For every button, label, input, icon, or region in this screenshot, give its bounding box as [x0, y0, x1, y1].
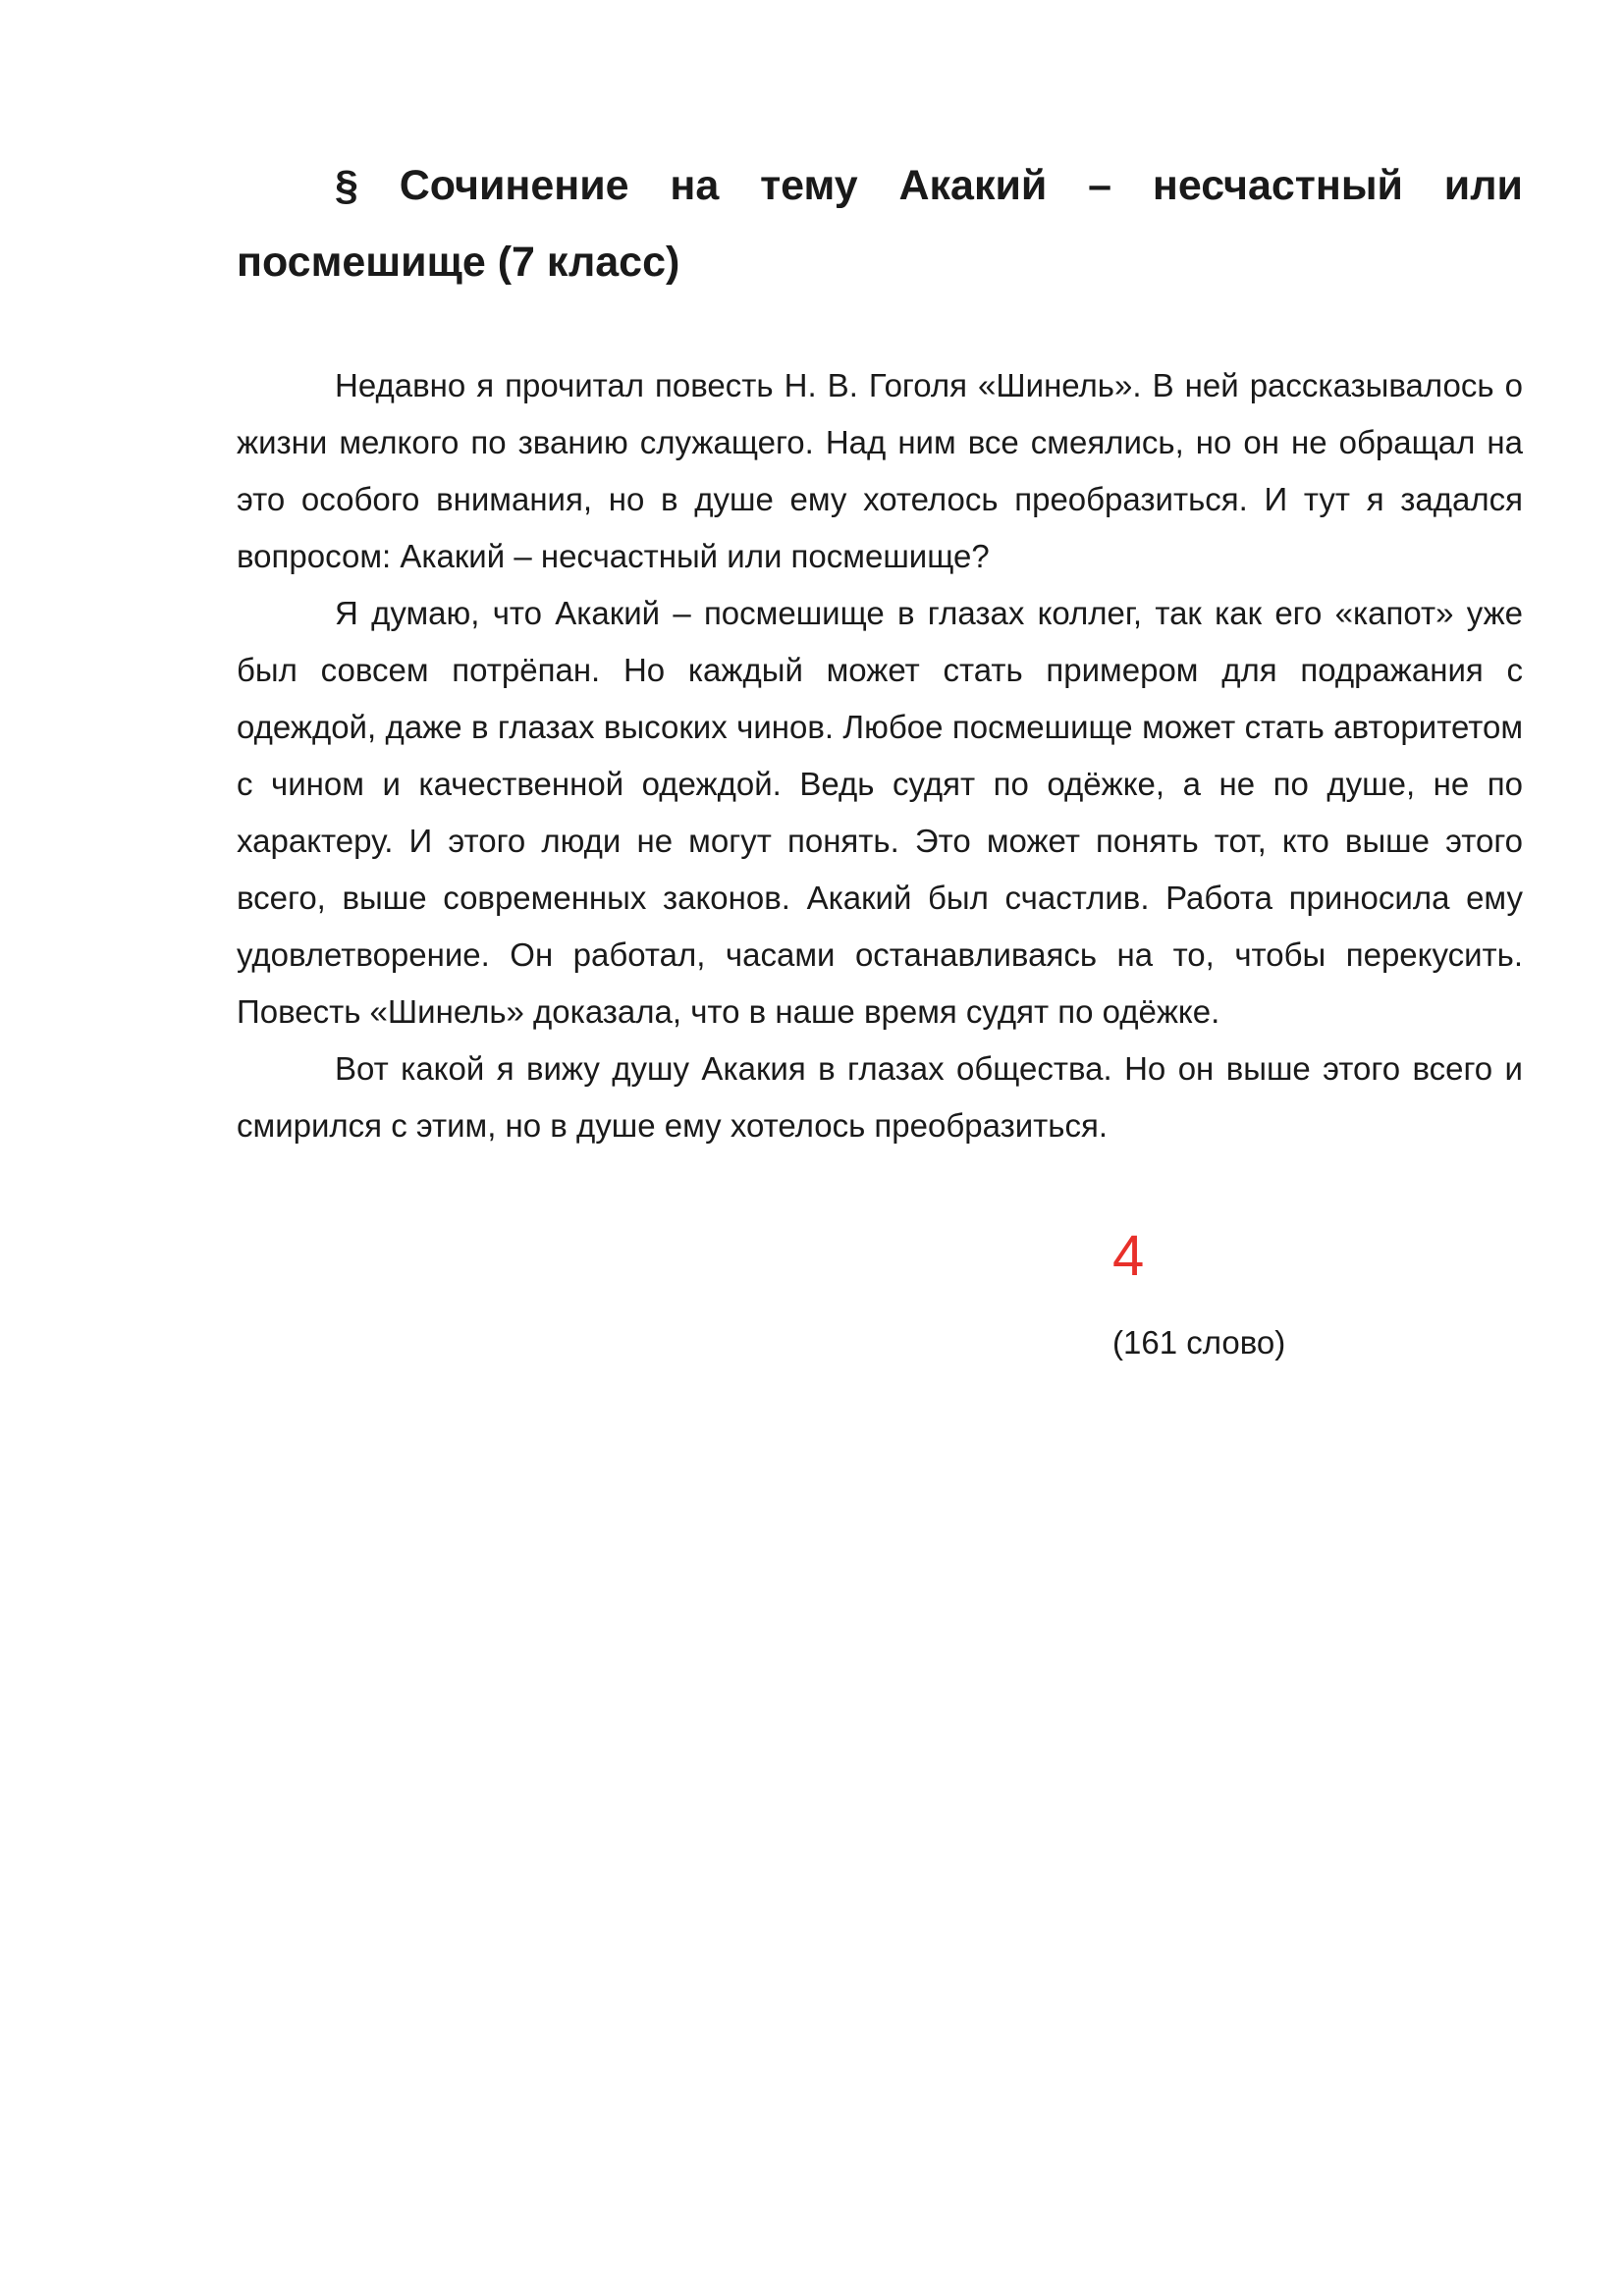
essay-body — [237, 357, 1523, 1154]
word-count: (161 слово) — [1112, 1324, 1286, 1361]
grade-mark: 4 — [1112, 1224, 1145, 1288]
essay-title: § Сочинение на тему Акакий – несчастный или посмешище (7 класс) — [237, 162, 1523, 286]
essay-paragraph-2: Я думаю, что Акакий – посмешище в глазах коллег, так как его «капот» уже был совсем потрёпан. Но каждый может стать примером для подражания с одеждой, даже в глазах высоких чинов. Любое посмешище может стать авторитетом с чином и качественной одеждой. Ведь судят по одёжке, а не по душе, не по характеру. И этого люди не могут понять. Это может понять тот, кто выше этого всего, выше современных законов. Акакий был счастлив. Работа приносила ему удовлетворение. Он работал, часами останавливаясь на то, чтобы перекусить. Повесть «Шинель» доказала, что в наше время судят по одёжке. — [237, 595, 1523, 1030]
essay-paragraph-1: Недавно я прочитал повесть Н. В. Гоголя «Шинель». В ней рассказывалось о жизни мелкого по званию служащего. Над ним все смеялись, но он не обращал на это особого внимания, но в душе ему хотелось преобразиться. И тут я задался вопросом: Акакий – несчастный или посмешище? — [237, 367, 1523, 574]
essay-paragraph-3: Вот какой я вижу душу Акакия в глазах общества. Но он выше этого всего и смирился с этим, но в душе ему хотелось преобразиться. — [237, 1050, 1523, 1144]
essay-content — [237, 147, 1523, 1154]
